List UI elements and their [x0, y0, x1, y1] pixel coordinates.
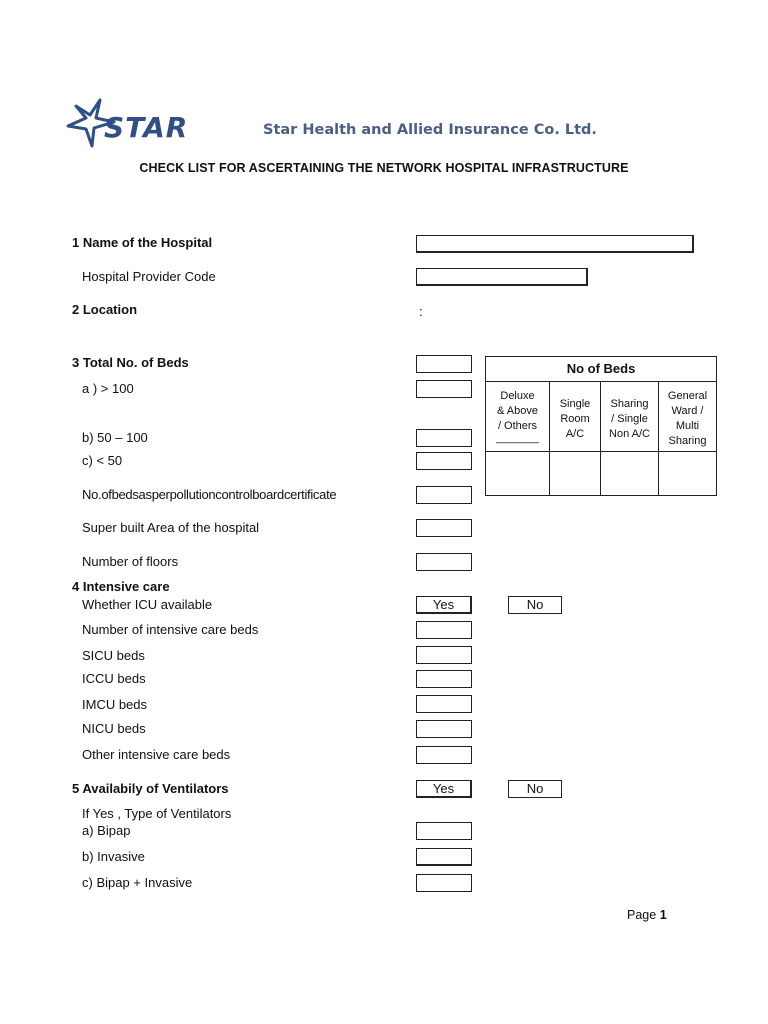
floors-label: Number of floors [82, 554, 179, 569]
icu-beds-field[interactable] [416, 621, 472, 639]
col-text: / Single [611, 413, 648, 425]
sicu-label: SICU beds [82, 648, 145, 663]
hospital-name-field[interactable] [416, 235, 694, 253]
provider-code-label: Hospital Provider Code [82, 269, 216, 284]
beds-col-sharing [601, 381, 659, 495]
imcu-label: IMCU beds [82, 697, 148, 712]
page-number [627, 908, 667, 922]
total-beds-field[interactable] [416, 355, 472, 373]
col-text: Deluxe [500, 390, 535, 402]
icu-no-option[interactable]: No [508, 596, 562, 614]
section-3-label: 3 Total No. of Beds [72, 355, 189, 370]
beds-under-50-label: c) < 50 [82, 453, 123, 468]
page-number-value: 1 [659, 908, 667, 922]
page-title: CHECK LIST FOR ASCERTAINING THE NETWORK HOSPITAL INFRASTRUCTURE [139, 161, 629, 175]
area-label: Super built Area of the hospital [82, 520, 260, 535]
floors-field[interactable] [416, 553, 472, 571]
provider-code-field[interactable] [416, 268, 588, 286]
beds-col-deluxe [486, 381, 550, 495]
icu-yes-option[interactable]: Yes [416, 596, 472, 614]
bipap-label: a) Bipap [82, 823, 131, 838]
section-1-label: 1 Name of the Hospital [72, 235, 213, 250]
col-text: Multi [675, 420, 700, 432]
company-name: Star Health and Allied Insurance Co. Ltd. [263, 122, 597, 138]
col-text: Ward / [671, 405, 704, 417]
beds-general-field[interactable] [661, 453, 713, 493]
section-4-label: 4 Intensive care [72, 579, 170, 594]
icu-beds-label: Number of intensive care beds [82, 622, 259, 637]
col-text: General [667, 390, 708, 402]
section-5-label: 5 Availabily of Ventilators [72, 781, 229, 796]
ventilator-yes-option[interactable]: Yes [416, 780, 472, 798]
page-label: Page [627, 908, 657, 922]
col-text: Sharing [610, 398, 649, 410]
beds-under-50-field[interactable] [416, 452, 472, 470]
ventilator-type-label: If Yes , Type of Ventilators [82, 806, 232, 821]
section-2-label: 2 Location [72, 302, 138, 317]
col-text: Room [560, 413, 590, 425]
beds-50-100-field[interactable] [416, 429, 472, 447]
bipap-invasive-label: c) Bipap + Invasive [82, 875, 193, 890]
imcu-field[interactable] [416, 695, 472, 713]
col-text: Non A/C [609, 428, 650, 440]
iccu-field[interactable] [416, 670, 472, 688]
other-icu-field[interactable] [416, 746, 472, 764]
beds-col-general [659, 381, 716, 495]
beds-sharing-field[interactable] [603, 453, 655, 493]
col-text: _______ [496, 432, 539, 444]
nicu-field[interactable] [416, 720, 472, 738]
area-field[interactable] [416, 519, 472, 537]
beds-table-title: No of Beds [486, 357, 716, 382]
invasive-field[interactable] [416, 848, 472, 866]
col-text: Single [559, 398, 591, 410]
beds-over-100-field[interactable] [416, 380, 472, 398]
other-icu-label: Other intensive care beds [82, 747, 231, 762]
bipap-invasive-field[interactable] [416, 874, 472, 892]
bipap-field[interactable] [416, 822, 472, 840]
location-colon: : [419, 304, 423, 319]
col-text: A/C [565, 428, 585, 440]
beds-table [485, 356, 717, 496]
nicu-label: NICU beds [82, 721, 146, 736]
logo-text: STAR [104, 111, 189, 144]
invasive-label: b) Invasive [82, 849, 145, 864]
col-text: / Others [497, 420, 538, 432]
beds-50-100-label: b) 50 – 100 [82, 430, 148, 445]
iccu-label: ICCU beds [82, 671, 146, 686]
icu-available-label: Whether ICU available [82, 597, 213, 612]
beds-single-field[interactable] [552, 453, 598, 493]
beds-deluxe-field[interactable] [488, 453, 546, 493]
sicu-field[interactable] [416, 646, 472, 664]
col-text: & Above [497, 405, 538, 417]
pollution-beds-label: No.ofbedsasperpollutioncontrolboardcertificate [82, 487, 337, 502]
pollution-beds-field[interactable] [416, 486, 472, 504]
beds-over-100-label: a ) > 100 [82, 381, 134, 396]
beds-col-single [550, 381, 601, 495]
ventilator-no-option[interactable]: No [508, 780, 562, 798]
col-text: Sharing [668, 435, 707, 447]
